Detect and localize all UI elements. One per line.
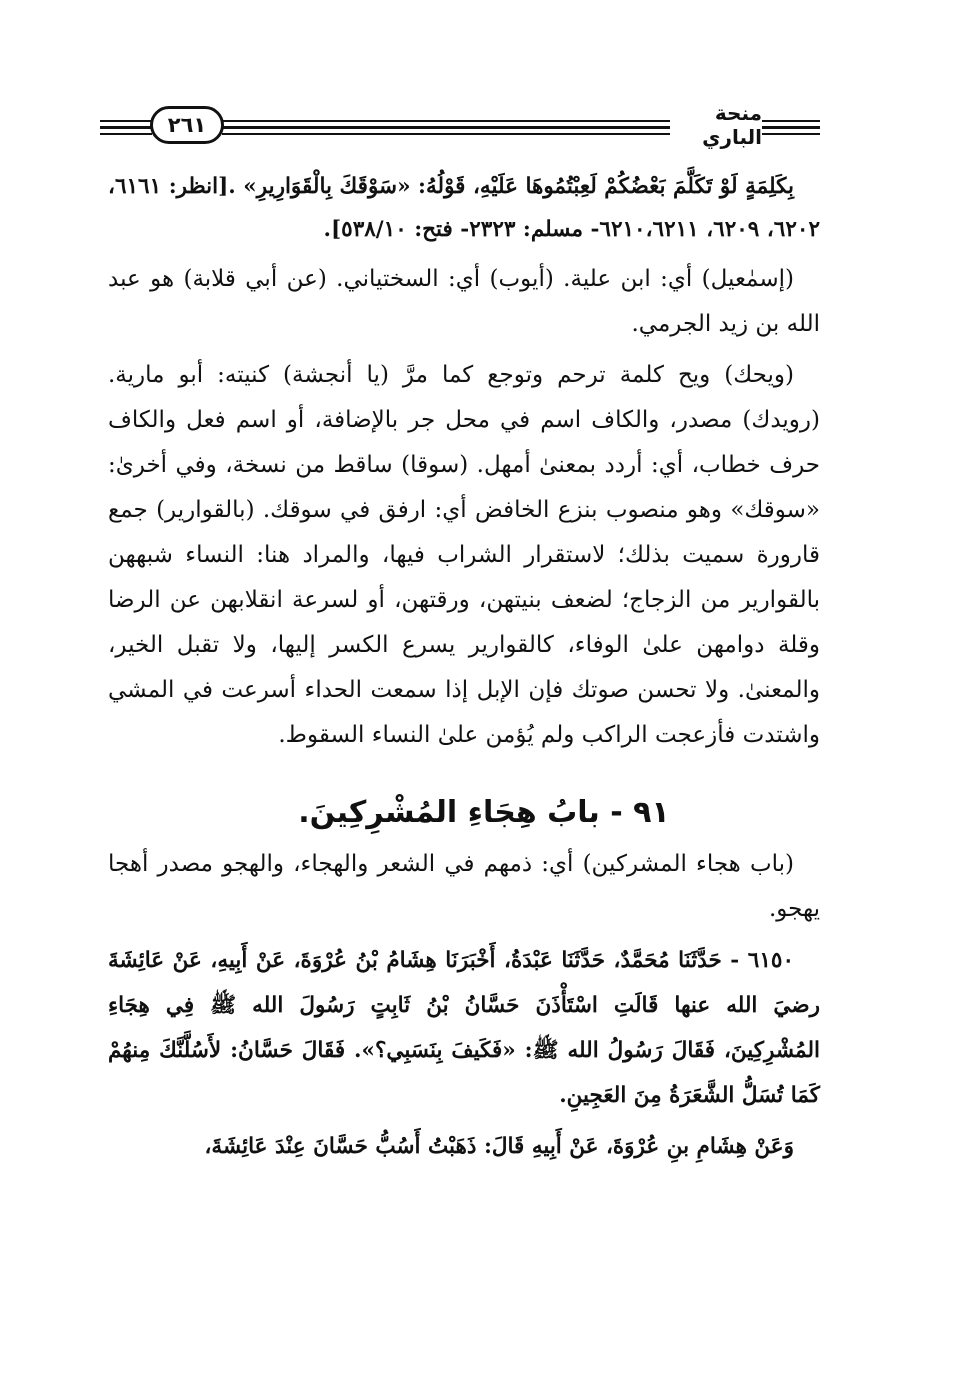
page-body — [108, 165, 820, 1175]
running-header — [100, 100, 820, 150]
header-rule — [762, 133, 820, 135]
hadith-tail-paragraph: بِكَلِمَةٍ لَوْ تَكَلَّمَ بَعْضُكُمْ لَعِبْتُمُوهَا عَلَيْهِ، قَوْلُهُ: «سَوْقَكَ بِالْقَوَارِيرِ» .[انظر: ٦١٦١، ٦٢٠٢، ٦٢٠٩، ٦٢١٠،٦٢١١- مسلم: ٢٣٢٣- فتح: ٥٣٨/١٠]. — [108, 174, 820, 242]
header-rule — [100, 133, 152, 135]
chapter-commentary: (باب هجاء المشركين) أي: ذمهم في الشعر والهجاء، والهجو مصدر أهجا يهجو. — [108, 851, 820, 922]
header-rule — [222, 133, 670, 135]
hadith-paragraph: ٦١٥٠ - حَدَّثَنَا مُحَمَّدٌ، حَدَّثَنَا عَبْدَةُ، أَخْبَرَنَا هِشَامُ بْنُ عُرْوَةَ، عَنْ أَبِيهِ، عَنْ عَائِشَةَ رضيَ الله عنها قَالَتِ اسْتَأْذَنَ حَسَّانُ بْنُ ثَابِتٍ رَسُولَ الله ﷺ فِي هِجَاءِ المُشْرِكِينَ، فَقَالَ رَسُولُ الله ﷺ: «فَكَيفَ بِنَسَبِي؟». فَقَالَ حَسَّانُ: لأَسُلَّنَّكَ مِنهُمْ كَمَا تُسَلُّ الشَّعَرَةُ مِنَ العَجِينِ. — [108, 948, 820, 1108]
header-rule — [222, 126, 670, 129]
running-title: منحة الباري — [702, 101, 762, 149]
header-rule — [100, 126, 152, 129]
hadith-continuation: وَعَنْ هِشَامِ بنِ عُرْوَةَ، عَنْ أَبِيهِ قَالَ: ذَهَبْتُ أَسُبُّ حَسَّانَ عِنْدَ عَائِشَةَ، — [204, 1134, 794, 1159]
header-rule — [762, 120, 820, 122]
commentary-paragraph: (إسمٰعيل) أي: ابن علية. (أيوب) أي: السختياني. (عن أبي قلابة) هو عبد الله بن زيد الجرمي. — [108, 266, 820, 337]
page-number: ٢٦١ — [150, 106, 224, 144]
header-rule — [762, 126, 820, 129]
chapter-heading: ٩١ - بابُ هِجَاءِ المُشْرِكِينَ. — [298, 795, 670, 830]
header-rule — [100, 120, 152, 122]
header-rule — [222, 120, 670, 122]
commentary-paragraph: (ويحك) ويح كلمة ترحم وتوجع كما مرَّ (يا أنجشة) كنيته: أبو مارية. (رويدك) مصدر، والكاف اسم في محل جر بالإضافة، أو اسم فعل والكاف حرف خطاب، أي: أردد بمعنىٰ أمهل. (سوقا) ساقط من نسخة، وفي أخرىٰ: «سوقك» وهو منصوب بنزع الخافض أي: ارفق في سوقك. (بالقوارير) جمع قارورة سميت بذلك؛ لاستقرار الشراب فيها، والمراد هنا: النساء شبههن بالقوارير من الزجاج؛ لضعف بنيتهن، ورقتهن، أو لسرعة انقلابهن عن الرضا وقلة دوامهن علىٰ الوفاء، كالقوارير يسرع الكسر إليها، ولا تقبل الخير، والمعنىٰ. ولا تحسن صوتك فإن الإبل إذا سمعت الحداء أسرعت في المشي واشتدت فأزعجت الراكب ولم يُؤمن علىٰ النساء السقوط. — [108, 362, 820, 748]
